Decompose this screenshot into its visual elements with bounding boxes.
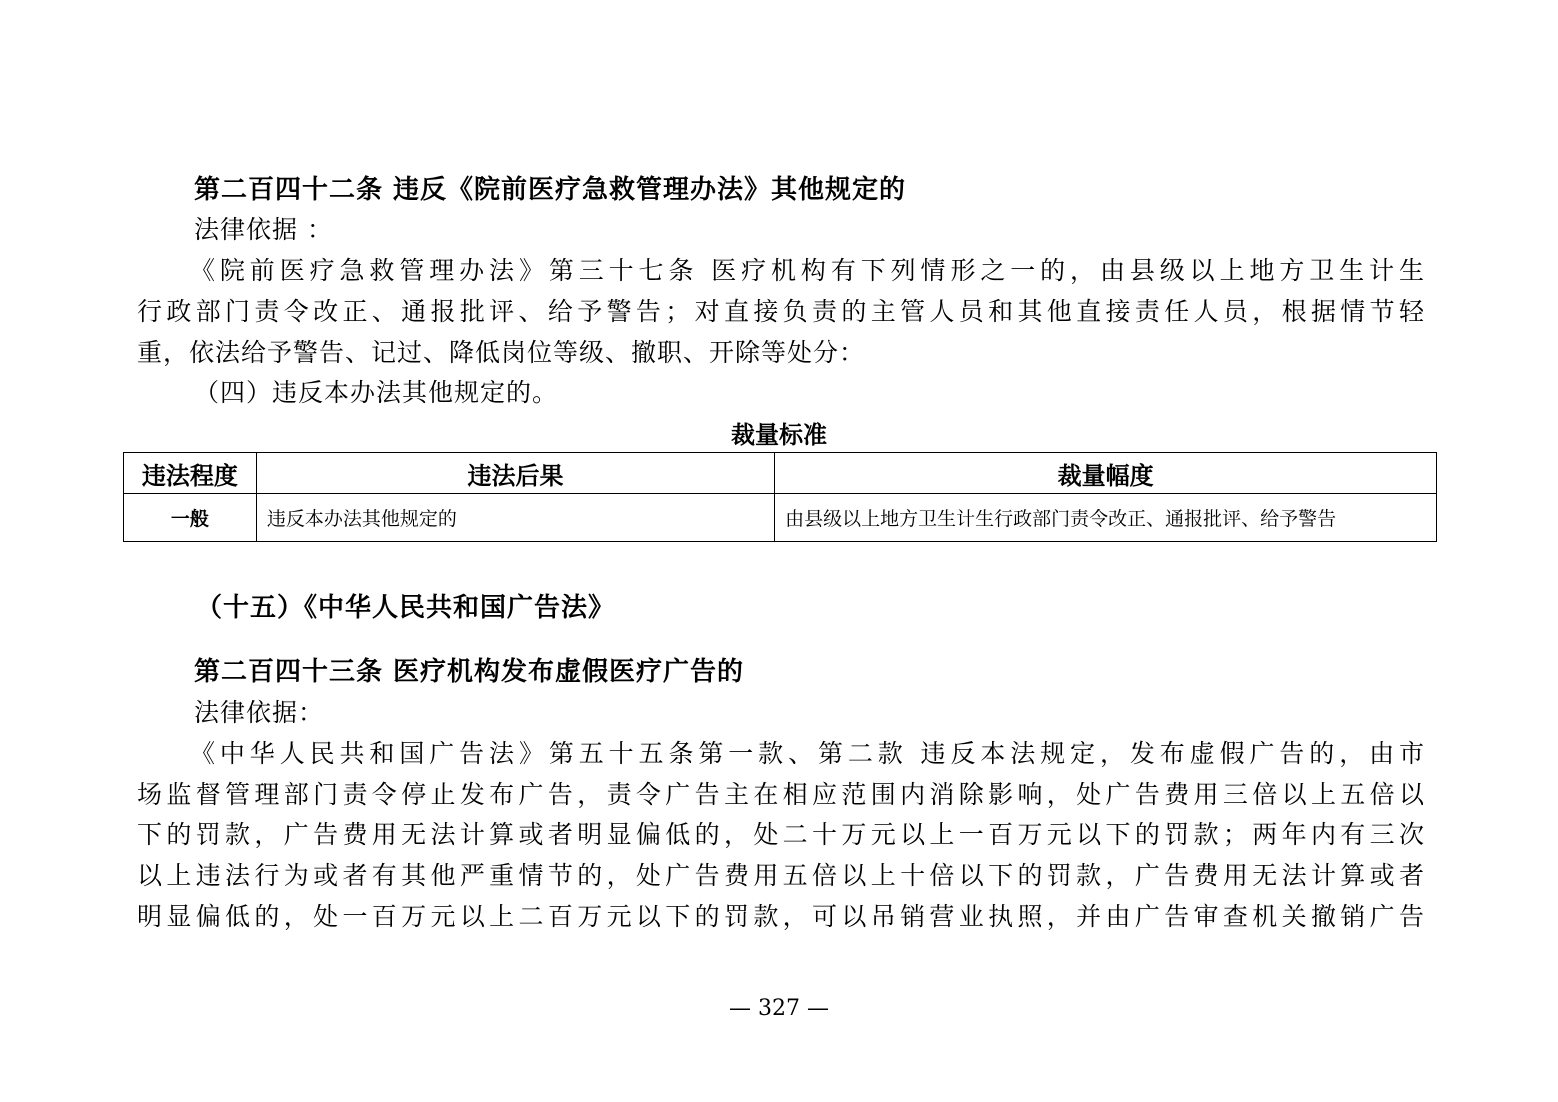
article-242-text-line: 《院前医疗急救管理办法》第三十七条 医疗机构有下列情形之一的，由县级以上地方卫生计生 [190,256,1424,285]
article-243-basis-label: 法律依据： [194,698,325,727]
page-number: — 327 — [729,996,829,1021]
article-242-basis-label: 法律依据 ： [194,215,333,244]
table-cell: 由县级以上地方卫生计生行政部门责令改正、通报批评、给予警告 [775,494,1437,542]
standard-table-title: 裁量标准 [731,421,827,449]
table-cell: 一般 [124,494,257,542]
table-header-cell: 裁量幅度 [775,453,1437,494]
article-242-text-line: 重，依法给予警告、记过、降低岗位等级、撤职、开除等处分： [137,338,866,367]
article-243-text-line: 下的罚款，广告费用无法计算或者明显偏低的，处二十万元以上一百万元以下的罚款；两年内有三次 [137,820,1424,849]
table-row [124,494,1437,542]
table-header-cell: 违法程度 [124,453,257,494]
article-242-heading: 第二百四十二条 违反《院前医疗急救管理办法》其他规定的 [194,175,907,205]
table-cell: 违反本办法其他规定的 [256,494,774,542]
article-243-heading: 第二百四十三条 医疗机构发布虚假医疗广告的 [194,657,745,687]
article-242-text-line: 行政部门责令改正、通报批评、给予警告；对直接负责的主管人员和其他直接责任人员，根据情节轻 [137,297,1424,326]
section-15-heading: （十五）《中华人民共和国广告法》 [196,593,616,623]
table-header-row [124,453,1437,494]
article-243-text-line: 以上违法行为或者有其他严重情节的，处广告费用五倍以上十倍以下的罚款，广告费用无法计算或者 [137,861,1424,890]
article-243-text-line: 场监督管理部门责令停止发布广告，责令广告主在相应范围内消除影响，处广告费用三倍以上五倍以 [137,780,1424,809]
table-header-cell: 违法后果 [256,453,774,494]
article-243-text-line: 明显偏低的，处一百万元以上二百万元以下的罚款，可以吊销营业执照，并由广告审查机关撤销广告 [137,902,1424,931]
standard-table [123,452,1437,542]
article-243-text-line: 《中华人民共和国广告法》第五十五条第一款、第二款 违反本法规定，发布虚假广告的，由市 [190,739,1424,768]
article-242-item: （四）违反本办法其他规定的。 [194,378,559,407]
